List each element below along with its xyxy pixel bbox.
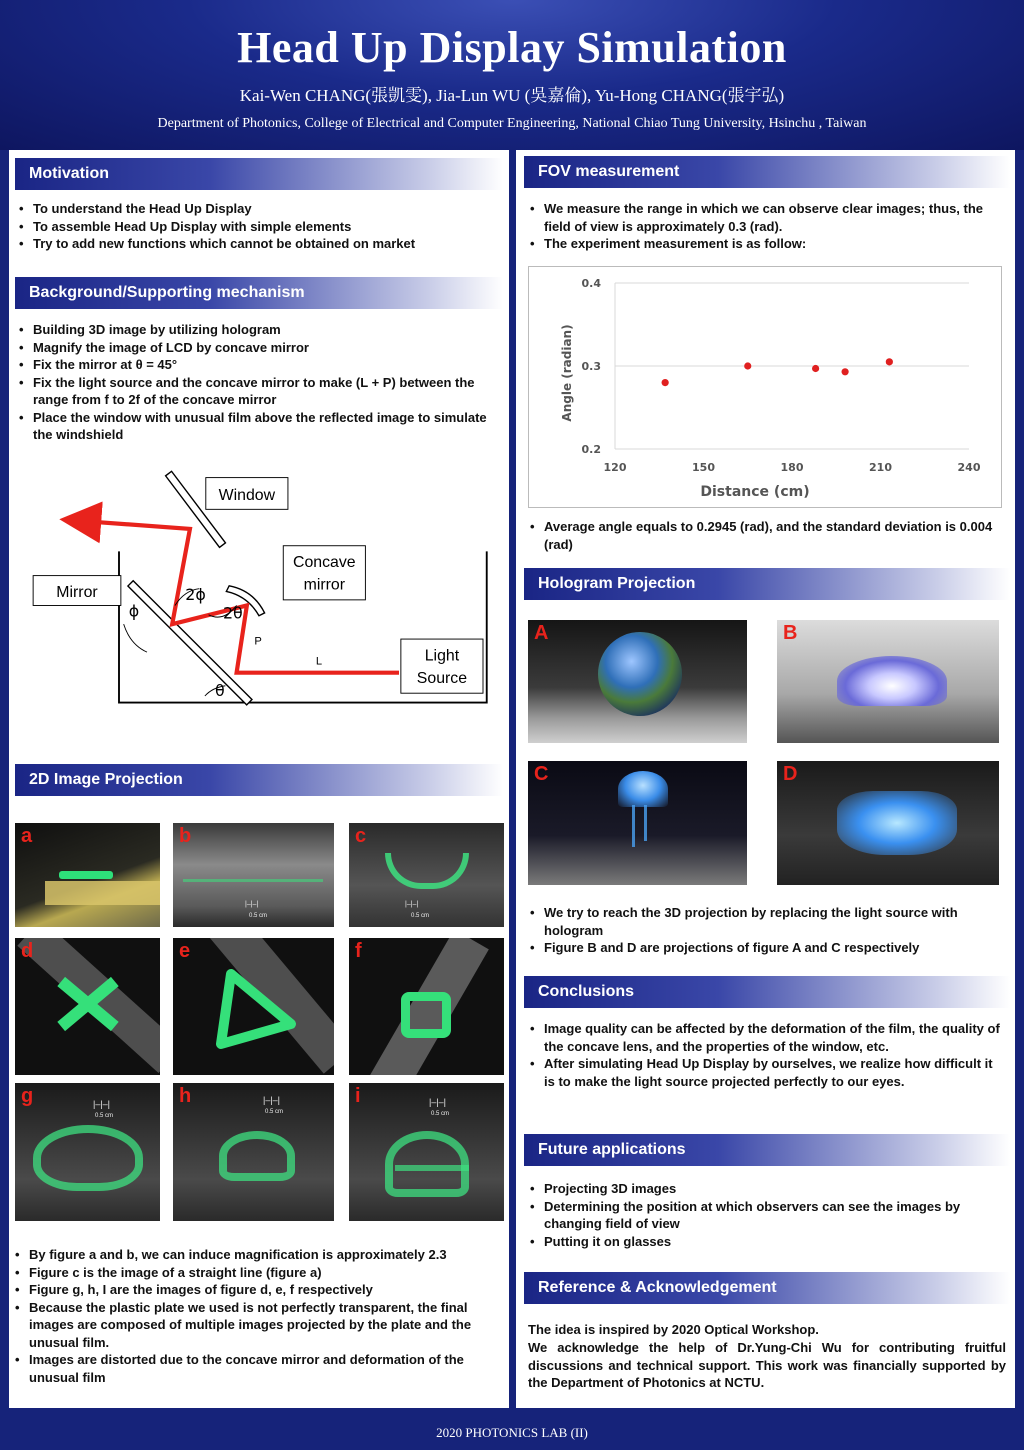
poster-title: Head Up Display Simulation (237, 23, 787, 72)
x-tick-label: 210 (869, 461, 892, 474)
l-label: L (315, 655, 323, 668)
photo-D (777, 761, 999, 885)
list-item: • Projecting 3D images (528, 1180, 1002, 1198)
data-point (886, 358, 893, 365)
list-item: • Figure c is the image of a straight line (figure a) (13, 1264, 503, 1282)
list-item: • Images are distorted due to the concave mirror and deformation of the unusual film (13, 1351, 503, 1386)
photo-i: |–|–| 0.5 cm i (349, 1083, 504, 1221)
poster-header (0, 0, 1024, 150)
list-item: • To understand the Head Up Display (17, 200, 497, 218)
right-column (516, 150, 1015, 1408)
phi-arc (124, 624, 147, 652)
list-item: • By figure a and b, we can induce magnification is approximately 2.3 (13, 1246, 503, 1264)
window-label: Window (218, 487, 276, 504)
hologram-list (528, 904, 998, 957)
scale-label: 0.5 cm (265, 1109, 284, 1115)
photo-label: c (355, 825, 367, 847)
two-phi-label: 2ϕ (185, 584, 206, 604)
photo-label: b (179, 825, 192, 847)
data-point (662, 379, 669, 386)
list-item: • To assemble Head Up Display with simple elements (17, 218, 497, 236)
fov-heading: FOV measurement (524, 156, 1010, 188)
projection2d-list (13, 1246, 503, 1386)
fov-list (528, 200, 998, 253)
photo-B (777, 620, 999, 743)
department-line: Department of Photonics, College of Electrical and Computer Engineering, National Chiao Tung University, Hsinchu , Taiwan (157, 116, 867, 131)
photo-C (528, 761, 747, 885)
photo-b: |–|–| 0.5 cm b (173, 823, 334, 927)
conclusions-list (528, 1020, 1002, 1090)
list-item: • Figure B and D are projections of figure A and C respectively (528, 939, 998, 957)
photo-label: i (355, 1085, 361, 1107)
list-item: • Place the window with unusual film above the reflected image to simulate the windshield (17, 409, 497, 444)
list-item: • Figure g, h, I are the images of figure d, e, f respectively (13, 1281, 503, 1299)
two-theta-label: 2θ (222, 603, 243, 623)
x-tick-label: 180 (780, 461, 804, 474)
photo-label: e (179, 940, 191, 962)
photo-c: |–|–| 0.5 cm c (349, 823, 504, 927)
background-list (17, 321, 497, 444)
list-item: • The experiment measurement is as follow: (528, 235, 998, 253)
scale-label: 0.5 cm (411, 913, 430, 919)
list-item: • Average angle equals to 0.2945 (rad), and the standard deviation is 0.004 (rad) (528, 518, 998, 553)
photo-label: f (355, 940, 362, 962)
fov-after-list (528, 518, 998, 553)
data-point (842, 368, 849, 375)
light-source-label-line2: Source (416, 669, 468, 687)
hologram-heading: Hologram Projection (524, 568, 1010, 600)
fov-chart-svg (529, 267, 1003, 509)
photo-h: |–|–| 0.5 cm h (173, 1083, 334, 1221)
motivation-list (17, 200, 497, 253)
photo-label: g (21, 1085, 34, 1107)
theta-label: θ (214, 681, 225, 700)
x-tick-label: 120 (603, 461, 627, 474)
photo-g: |–|–| 0.5 cm g (15, 1083, 160, 1221)
photo-d (15, 938, 160, 1075)
photo-label: d (21, 940, 34, 962)
photo-a (15, 823, 160, 927)
list-item: • Magnify the image of LCD by concave mirror (17, 339, 497, 357)
future-heading: Future applications (524, 1134, 1010, 1166)
phi-label: ϕ (128, 601, 140, 621)
list-item: • Image quality can be affected by the deformation of the film, the quality of the concave lens, and the properties of the window, etc. (528, 1020, 1002, 1055)
p-label: P (254, 635, 262, 648)
scale-label: 0.5 cm (95, 1113, 114, 1119)
mirror-label: Mirror (56, 584, 98, 602)
list-item: • Determining the position at which observers can see the images by changing field of view (528, 1198, 1002, 1233)
y-tick-label: 0.2 (581, 443, 601, 456)
data-point (812, 365, 819, 372)
list-item: • Fix the mirror at θ = 45° (17, 356, 497, 374)
light-source-label-line1: Light (424, 647, 460, 665)
list-item: • Putting it on glasses (528, 1233, 1002, 1251)
scale-label: 0.5 cm (431, 1111, 450, 1117)
list-item: • Building 3D image by utilizing hologram (17, 321, 497, 339)
left-column (9, 150, 509, 1408)
x-tick-label: 150 (692, 461, 715, 474)
photo-label: h (179, 1085, 192, 1107)
photo-label: a (21, 825, 33, 847)
future-list (528, 1180, 1002, 1250)
list-item: • Because the plastic plate we used is not perfectly transparent, the final images are composed of multiple images projected by the plate and the unusual film. (13, 1299, 503, 1352)
reference-line2: We acknowledge the help of Dr.Yung-Chi Wu for contributing fruitful discussions and technical support. This work was financially supported by the Department of Photonics at NCTU. (528, 1340, 1006, 1390)
motivation-heading: Motivation (15, 158, 503, 190)
photo-label: D (783, 763, 798, 785)
list-item: • Fix the light source and the concave mirror to make (L + P) between the range from f to 2f of the concave mirror (17, 374, 497, 409)
background-heading: Background/Supporting mechanism (15, 277, 503, 309)
reference-heading: Reference & Acknowledgement (524, 1272, 1010, 1304)
fov-chart (528, 266, 1002, 508)
concave-mirror-label-line2: mirror (303, 576, 346, 594)
poster-footer: 2020 PHOTONICS LAB (II) (436, 1425, 588, 1440)
conclusions-heading: Conclusions (524, 976, 1010, 1008)
list-item: • We measure the range in which we can observe clear images; thus, the field of view is approximately 0.3 (rad). (528, 200, 998, 235)
photo-e (173, 938, 334, 1075)
author-list: Kai-Wen CHANG(張凱雯), Jia-Lun WU (吳嘉倫), Yu-Hong CHANG(張宇弘) (239, 86, 785, 105)
hud-setup-diagram (9, 458, 509, 738)
y-tick-label: 0.4 (581, 277, 601, 290)
reference-line1: The idea is inspired by 2020 Optical Workshop. (528, 1322, 819, 1337)
x-tick-label: 240 (957, 461, 981, 474)
photo-label: B (783, 622, 798, 644)
list-item: • Try to add new functions which cannot be obtained on market (17, 235, 497, 253)
concave-mirror-label-line1: Concave (293, 554, 356, 572)
x-axis-label: Distance (cm) (700, 484, 810, 500)
list-item: • We try to reach the 3D projection by replacing the light source with hologram (528, 904, 998, 939)
y-axis-label: Angle (radian) (560, 324, 574, 422)
photo-A (528, 620, 747, 743)
photo-f (349, 938, 504, 1075)
scale-label: 0.5 cm (249, 913, 268, 919)
photo-label: C (534, 763, 549, 785)
photo-label: A (534, 622, 549, 644)
y-tick-label: 0.3 (581, 360, 601, 373)
data-point (744, 362, 751, 369)
projection2d-heading: 2D Image Projection (15, 764, 503, 796)
list-item: • After simulating Head Up Display by ourselves, we realize how difficult it is to make the light source projected perfectly to our eyes. (528, 1055, 1002, 1090)
